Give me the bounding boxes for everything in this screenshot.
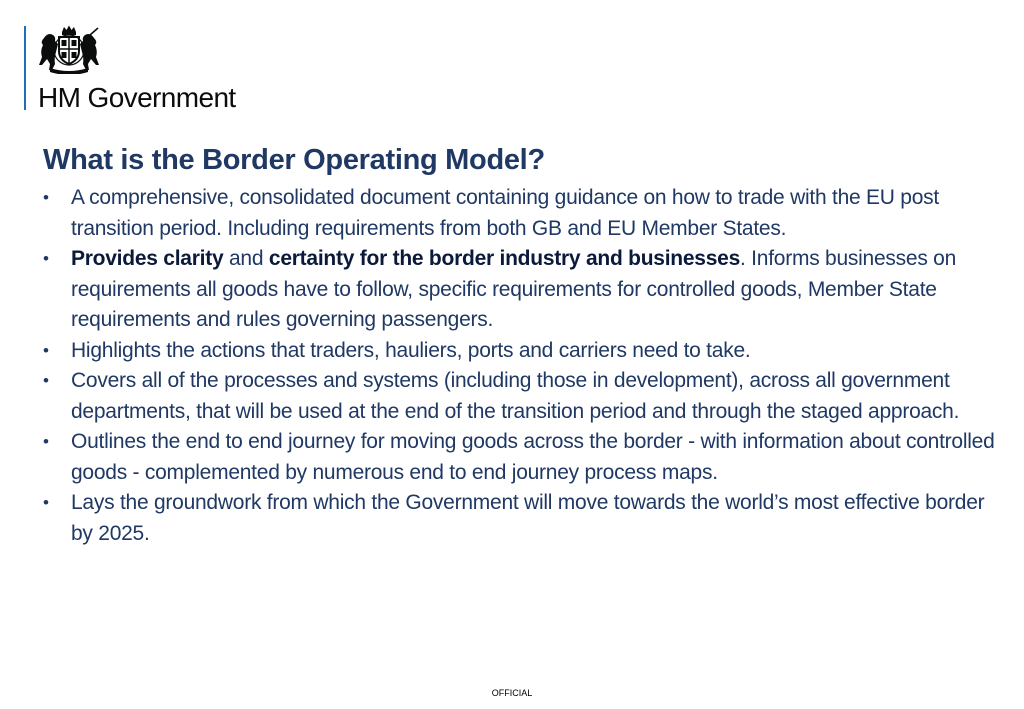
brand-accent-bar: [24, 26, 26, 110]
bullet-list: [43, 183, 1008, 549]
bullet-item: [43, 336, 1008, 367]
bullet-connector-text: and: [223, 247, 269, 270]
bullet-text: [71, 244, 1008, 336]
bullet-text: Covers all of the processes and systems (including those in development), across all government departments, that will be used at the end of the transition period and through the staged approach.: [71, 369, 960, 423]
bullet-text: Lays the groundwork from which the Government will move towards the world’s most effective border by 2025.: [71, 491, 985, 545]
bullet-icon: •: [43, 432, 49, 451]
bullet-text: Outlines the end to end journey for moving goods across the border - with information about controlled goods - complemented by numerous end to end journey process maps.: [71, 430, 995, 484]
bullet-icon: •: [43, 188, 49, 207]
bullet-icon: •: [43, 340, 49, 360]
bullet-bold-text: Provides clarity: [71, 247, 224, 270]
bullet-item: [43, 366, 1008, 427]
bullet-icon: •: [43, 371, 49, 390]
slide-title: What is the Border Operating Model?: [43, 144, 545, 176]
bullet-item: [43, 183, 1008, 244]
bullet-item: [43, 427, 1008, 488]
bullet-icon: •: [43, 249, 49, 268]
classification-label: OFFICIAL: [491, 688, 533, 698]
bullet-text: A comprehensive, consolidated document containing guidance on how to trade with the EU post transition period. Including requirements from both GB and EU Member States.: [71, 186, 939, 240]
bullet-text: Highlights the actions that traders, hauliers, ports and carriers need to take.: [71, 338, 751, 362]
brand-name: HM Government: [38, 82, 236, 113]
bullet-bold-text: certainty for the border industry and businesses: [268, 247, 741, 270]
bullet-item: [43, 244, 1008, 336]
royal-coat-of-arms-icon: [38, 24, 100, 74]
bullet-icon: •: [43, 493, 49, 512]
bullet-rest-text: . Informs businesses on requirements all goods have to follow, specific requirements for controlled goods, Member State requirements and rules governing passengers.: [71, 247, 957, 331]
bullet-item: [43, 488, 1008, 549]
